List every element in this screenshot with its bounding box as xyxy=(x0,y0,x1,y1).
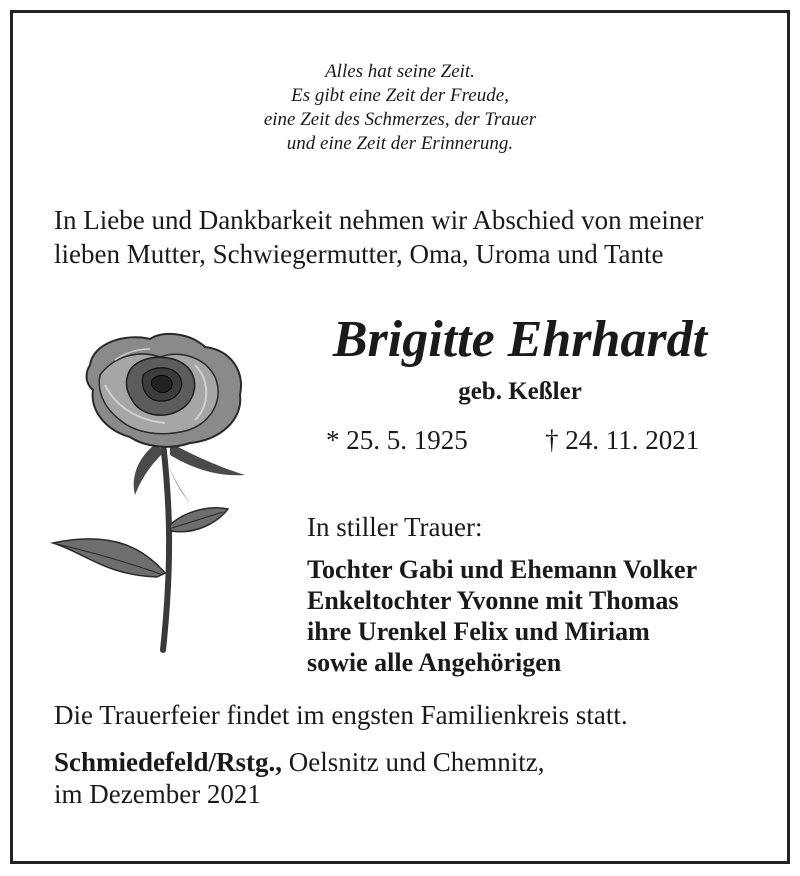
mourner-line: Enkeltochter Yvonne mit Thomas xyxy=(307,586,679,615)
poem-line: eine Zeit des Schmerzes, der Trauer xyxy=(263,109,537,130)
mourner-line: Tochter Gabi und Ehemann Volker xyxy=(307,555,698,584)
mourner-line: ihre Urenkel Felix und Miriam xyxy=(307,617,650,646)
intro-text xyxy=(54,203,703,271)
place-and-date xyxy=(54,746,544,810)
mourner-line: sowie alle Angehörigen xyxy=(307,648,562,677)
intro-line: In Liebe und Dankbarkeit nehmen wir Abschied von meiner xyxy=(54,205,704,235)
poem xyxy=(0,60,800,156)
poem-line: Es gibt eine Zeit der Freude, xyxy=(291,85,509,106)
poem-line: und eine Zeit der Erinnerung. xyxy=(286,133,514,154)
intro-line: lieben Mutter, Schwiegermutter, Oma, Uroma und Tante xyxy=(54,239,664,269)
mourning-label: In stiller Trauer: xyxy=(307,512,483,542)
poem-line: Alles hat seine Zeit. xyxy=(325,61,475,82)
funeral-note: Die Trauerfeier findet im engsten Familienkreis statt. xyxy=(54,700,628,730)
rose-icon xyxy=(45,325,270,660)
deceased-name: Brigitte Ehrhardt xyxy=(332,311,708,368)
place-others: Oelsnitz und Chemnitz, xyxy=(281,747,545,777)
death-date: † 24. 11. 2021 xyxy=(545,425,700,455)
birth-name: geb. Keßler xyxy=(458,378,582,405)
date-line: im Dezember 2021 xyxy=(54,779,261,809)
mourners-list xyxy=(307,554,697,678)
place-main: Schmiedefeld/Rstg., xyxy=(54,747,282,777)
birth-date: * 25. 5. 1925 xyxy=(326,425,468,455)
